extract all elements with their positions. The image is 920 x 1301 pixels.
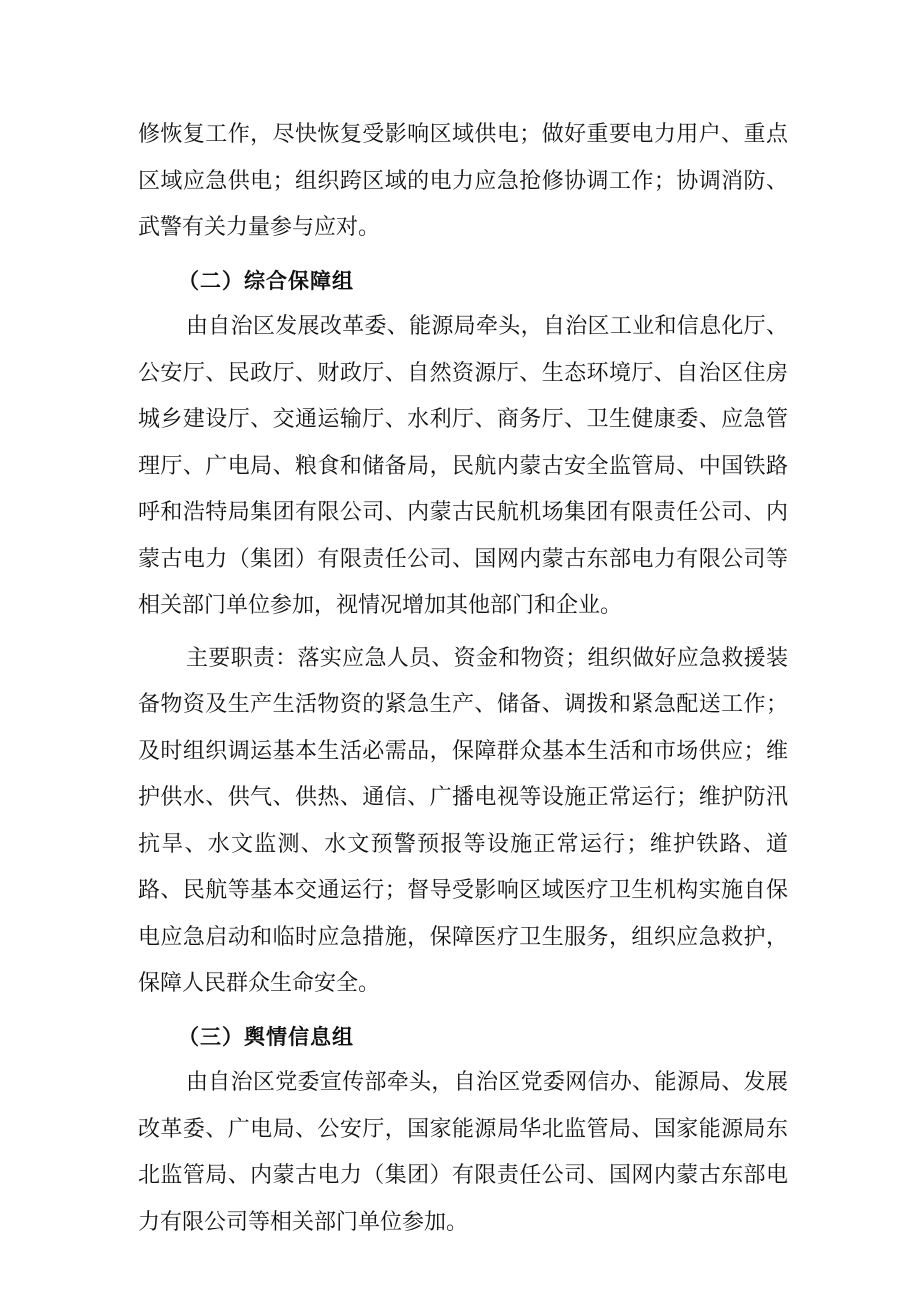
section-heading-public-opinion: （三）舆情信息组 bbox=[178, 1024, 354, 1049]
paragraph-support-duties: 主要职责：落实应急人员、资金和物资；组织做好应急救援装备物资及生产生活物资的紧急生产、储备、调拨和紧急配送工作；及时组织调运基本生活必需品，保障群众基本生活和市场供应；维护供水、供气、供热、通信、广播电视等设施正常运行；维护防汛抗旱、水文监测、水文预警预报等设施正常运行；维护铁路、道路、民航等基本交通运行；督导受影响区域医疗卫生机构实施自保电应急启动和临时应急措施，保障医疗卫生服务，组织应急救护，保障人民群众生命安全。 bbox=[138, 645, 788, 996]
document-body bbox=[138, 112, 788, 1246]
paragraph-support-members: 由自治区发展改革委、能源局牵头，自治区工业和信息化厅、公安厅、民政厅、财政厅、自然资源厅、生态环境厅、自治区住房城乡建设厅、交通运输厅、水利厅、商务厅、卫生健康委、应急管理厅、广电局、粮食和储备局，民航内蒙古安全监管局、中国铁路呼和浩特局集团有限公司、内蒙古民航机场集团有限责任公司、内蒙古电力（集团）有限责任公司、国网内蒙古东部电力有限公司等相关部门单位参加，视情况增加其他部门和企业。 bbox=[138, 314, 788, 618]
section-heading-comprehensive-support: （二）综合保障组 bbox=[178, 268, 354, 293]
paragraph-continuation: 修恢复工作，尽快恢复受影响区域供电；做好重要电力用户、重点区域应急供电；组织跨区域的电力应急抢修协调工作；协调消防、武警有关力量参与应对。 bbox=[138, 122, 788, 240]
paragraph-opinion-members: 由自治区党委宣传部牵头，自治区党委网信办、能源局、发展改革委、广电局、公安厅，国家能源局华北监管局、国家能源局东北监管局、内蒙古电力（集团）有限责任公司、国网内蒙古东部电力有限公司等相关部门单位参加。 bbox=[138, 1070, 788, 1235]
